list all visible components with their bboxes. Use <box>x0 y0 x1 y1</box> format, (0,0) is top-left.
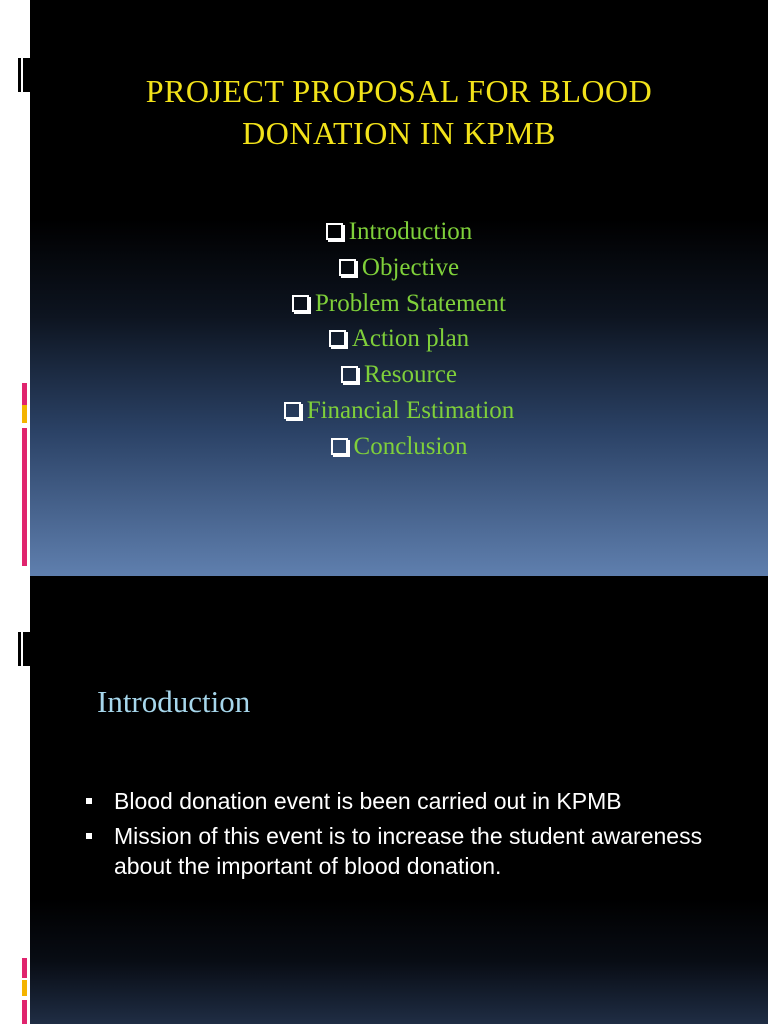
agenda-item-introduction <box>30 214 768 250</box>
corner-bracket <box>23 58 30 92</box>
square-bullet-icon <box>86 833 92 839</box>
agenda-item-action-plan <box>30 321 768 357</box>
slide-2 <box>30 576 768 1024</box>
bullet-item <box>82 821 742 881</box>
bullet-item <box>82 786 742 816</box>
accent-bar-yellow <box>22 405 27 423</box>
accent-bar-yellow <box>22 980 27 996</box>
agenda-item-financial-estimation <box>30 393 768 429</box>
bullet-text: Blood donation event is been carried out in KPMB <box>114 788 622 814</box>
agenda-item-label: Action plan <box>351 325 470 353</box>
agenda-item-objective <box>30 250 768 286</box>
checkbox-square-icon <box>341 366 358 383</box>
checkbox-square-icon <box>284 402 301 419</box>
bullet-list <box>82 786 742 886</box>
square-bullet-icon <box>86 798 92 804</box>
slide-title <box>30 70 768 154</box>
section-heading: Introduction <box>97 684 251 719</box>
accent-bar-pink <box>22 1000 27 1024</box>
agenda-item-label: Objective <box>361 253 460 281</box>
agenda-item-problem-statement <box>30 286 768 322</box>
checkbox-square-icon <box>329 330 346 347</box>
corner-bracket <box>23 632 30 666</box>
checkbox-square-icon <box>331 438 348 455</box>
agenda-item-label: Conclusion <box>353 432 468 460</box>
accent-bar-pink <box>22 428 27 566</box>
agenda-item-label: Resource <box>363 361 458 389</box>
title-line-1: PROJECT PROPOSAL FOR BLOOD <box>145 73 653 109</box>
accent-bar-pink <box>22 958 27 978</box>
agenda-item-resource <box>30 357 768 393</box>
accent-bar-pink <box>22 383 27 405</box>
slide-1 <box>30 0 768 576</box>
checkbox-square-icon <box>292 295 309 312</box>
title-line-2: DONATION IN KPMB <box>242 115 556 151</box>
agenda-item-conclusion <box>30 429 768 465</box>
bullet-text: Mission of this event is to increase the student awareness about the important of blood donation. <box>114 823 703 879</box>
agenda-item-label: Introduction <box>348 218 473 245</box>
checkbox-square-icon <box>326 223 343 240</box>
agenda-list <box>30 214 768 465</box>
checkbox-square-icon <box>339 259 356 276</box>
corner-bracket <box>18 58 21 92</box>
agenda-item-label: Financial Estimation <box>306 396 515 424</box>
agenda-item-label: Problem Statement <box>315 289 506 317</box>
corner-bracket <box>18 632 21 666</box>
